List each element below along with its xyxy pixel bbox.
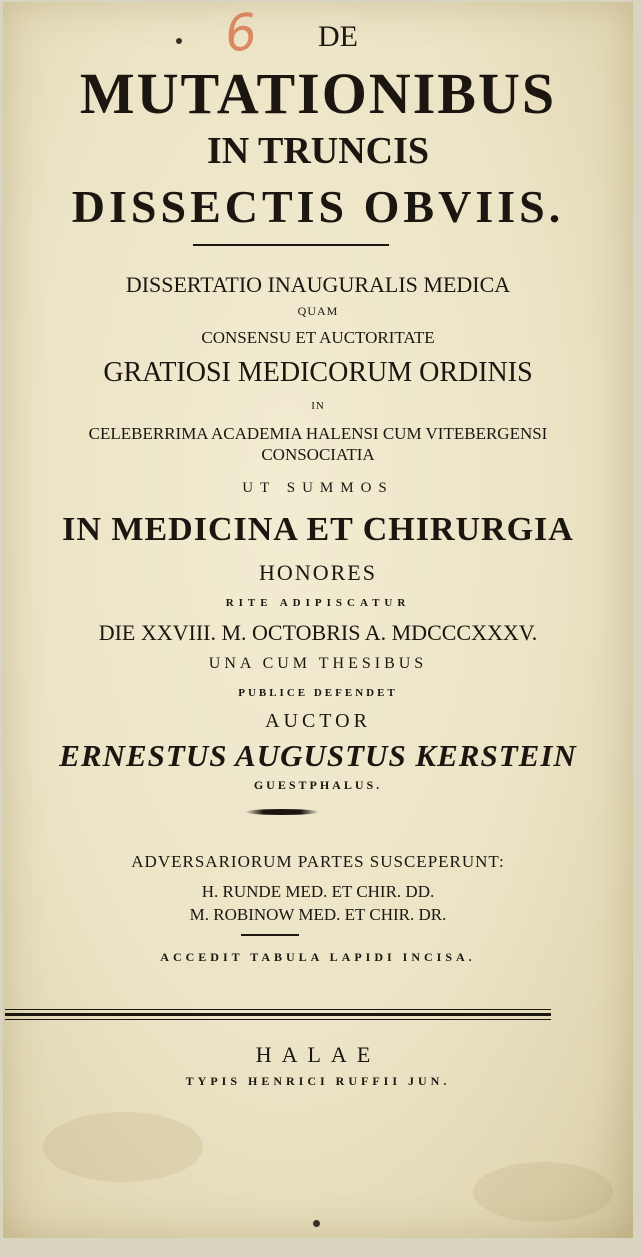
origin-line: GUESTPHALUS.: [253, 778, 383, 792]
in-line: IN: [311, 400, 325, 412]
consensu-line: CONSENSU ET AUCTORITATE: [201, 328, 435, 347]
title-de: DE: [318, 20, 358, 53]
medicina-line: IN MEDICINA ET CHIRURGIA: [62, 511, 574, 548]
gratiosi-line: GRATIOSI MEDICORUM ORDINIS: [103, 357, 533, 388]
ornament-rule: [245, 809, 319, 815]
title-rule: [193, 244, 389, 246]
author-name: ERNESTUS AUGUSTUS KERSTEIN: [59, 738, 577, 773]
ink-dot: [313, 1220, 320, 1227]
title-mutationibus: MUTATIONIBUS: [79, 61, 557, 126]
rite-line: RITE ADIPISCATUR: [225, 597, 411, 609]
adversarius-2: M. ROBINOW MED. ET CHIR. DR.: [189, 905, 447, 924]
quam-line: QUAM: [297, 304, 339, 318]
title-dissectis-obviis: DISSECTIS OBVIIS.: [71, 181, 565, 232]
accedit-line: ACCEDIT TABULA LAPIDI INCISA.: [160, 950, 476, 964]
imprint-rule-bottom: [5, 1019, 551, 1020]
auctor-label: AUCTOR: [265, 710, 371, 732]
paper-stain: [473, 1162, 613, 1222]
honores-line: HONORES: [259, 560, 377, 585]
ut-summos-line: UT SUMMOS: [242, 480, 394, 496]
date-line: DIE XXVIII. M. OCTOBRIS A. MDCCCXXXV.: [98, 620, 538, 645]
imprint-rule-top: [5, 1009, 551, 1010]
title-page: [3, 2, 633, 1238]
paper-stain: [43, 1112, 203, 1182]
imprint-printer: TYPIS HENRICI RUFFII JUN.: [185, 1074, 451, 1088]
adversarius-1: H. RUNDE MED. ET CHIR. DD.: [201, 882, 435, 901]
imprint-rule-middle: [5, 1013, 551, 1016]
academia-line: CELEBERRIMA ACADEMIA HALENSI CUM VITEBERGENSI: [88, 424, 548, 443]
handwritten-note: 6: [222, 2, 260, 64]
imprint-city: HALAE: [255, 1042, 381, 1067]
short-rule: [241, 934, 299, 936]
adversarii-heading: ADVERSARIORUM PARTES SUSCEPERUNT:: [131, 852, 505, 871]
title-in-truncis: IN TRUNCIS: [206, 130, 430, 172]
consociatia-line: CONSOCIATIA: [261, 445, 375, 464]
thesibus-line: UNA CUM THESIBUS: [208, 655, 428, 672]
publice-line: PUBLICE DEFENDET: [238, 687, 398, 699]
dissertatio-line: DISSERTATIO INAUGURALIS MEDICA: [125, 272, 511, 297]
